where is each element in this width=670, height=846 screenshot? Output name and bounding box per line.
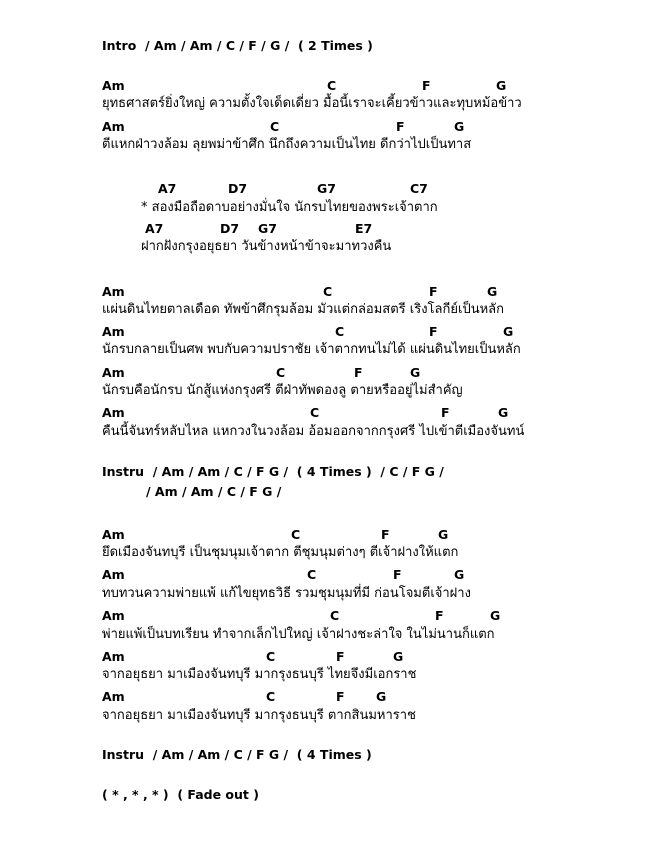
chord: G (487, 284, 498, 299)
chord: Am (102, 284, 125, 299)
chord: Am (102, 324, 125, 339)
chord: F (441, 405, 450, 420)
chord: G (454, 567, 465, 582)
chord: D7 (228, 181, 248, 196)
chord: C7 (410, 181, 428, 196)
lyric-line: ยุทธศาสตร์ยิ่งใหญ่ ความตั้งใจเด็ดเดี่ยว มื้อนี้เราจะเคี้ยวข้าวและทุบหม้อข้าว (102, 96, 522, 111)
chord: G7 (258, 221, 277, 236)
lyric-line: ทบทวนความพ่ายแพ้ แก้ไขยุทธวิธี รวมชุมนุมที่มี ก่อนโจมตีเจ้าฝาง (102, 586, 471, 601)
lyric-line: ฝากฝังกรุงอยุธยา วันข้างหน้าข้าจะมาทวงคืน (141, 239, 392, 254)
lyric-line: จากอยุธยา มาเมืองจันทบุรี มากรุงธนบุรี ไทยจึงมีเอกราช (102, 667, 417, 682)
chord: F (429, 324, 438, 339)
lyric-line: คืนนี้จันทร์หลับไหล แหกวงในวงล้อม อ้อมออกจากกรุงศรี ไปเข้าตีเมืองจันทน์ (102, 424, 525, 439)
lyric-line: ยึดเมืองจันทบุรี เป็นชุมนุมเจ้าตาก ตีชุมนุมต่างๆ ตีเจ้าฝางให้แตก (102, 545, 459, 560)
chord: C (330, 608, 340, 623)
chord: Am (102, 649, 125, 664)
chord: D7 (220, 221, 240, 236)
chord: F (422, 78, 431, 93)
chord: G (503, 324, 514, 339)
chord: G (496, 78, 507, 93)
lyric-line: จากอยุธยา มาเมืองจันทบุรี มากรุงธนบุรี ตากสินมหาราช (102, 708, 416, 723)
lyric-line: แผ่นดินไทยตาลเดือด ทัพข้าศึกรุมล้อม มัวแต่กล่อมสตรี เริงโลกีย์เป็นหลัก (102, 302, 504, 317)
chord: G (498, 405, 509, 420)
chord: Am (102, 527, 125, 542)
chord: F (336, 689, 345, 704)
chord: G (410, 365, 421, 380)
lyric-line: * สองมือถือดาบอย่างมั่นใจ นักรบไทยของพระเจ้าตาก (141, 200, 438, 215)
chord: C (276, 365, 286, 380)
chord: F (435, 608, 444, 623)
chord: Am (102, 608, 125, 623)
chord: C (307, 567, 317, 582)
chord: F (429, 284, 438, 299)
chord: G (393, 649, 404, 664)
instrumental-line: Instru / Am / Am / C / F G / ( 4 Times ) (102, 747, 372, 762)
chord: F (396, 119, 405, 134)
chord: G (454, 119, 465, 134)
chord: Am (102, 365, 125, 380)
chord: C (266, 689, 276, 704)
lyric-line: ตีแหกฝ่าวงล้อม ลุยพม่าข้าศึก นึกถึงความเป็นไทย ดีกว่าไปเป็นทาส (102, 137, 472, 152)
chord: F (393, 567, 402, 582)
outro-line: ( * , * , * ) ( Fade out ) (102, 787, 259, 802)
chord: Am (102, 405, 125, 420)
chord: C (291, 527, 301, 542)
chord: C (327, 78, 337, 93)
chord: Am (102, 119, 125, 134)
chord: A7 (145, 221, 164, 236)
lyric-line: นักรบกลายเป็นศพ พบกับความปราชัย เจ้าตากทนไม่ได้ แผ่นดินไทยเป็นหลัก (102, 342, 521, 357)
chord: A7 (158, 181, 177, 196)
chord: C (335, 324, 345, 339)
chord: C (310, 405, 320, 420)
chord: Am (102, 78, 125, 93)
instrumental-line-continued: / Am / Am / C / F G / (146, 484, 282, 499)
chord: E7 (355, 221, 373, 236)
lyric-line: พ่ายแพ้เป็นบทเรียน ทำจากเล็กไปใหญ่ เจ้าฝางชะล่าใจ ในไม่นานก็แตก (102, 627, 495, 642)
chord: C (270, 119, 280, 134)
chord: C (266, 649, 276, 664)
lyric-line: นักรบคือนักรบ นักสู้แห่งกรุงศรี ตีฝ่าทัพดองลู ตายหรืออยู่ไม่สำคัญ (102, 383, 463, 398)
chord: G (490, 608, 501, 623)
chord: C (323, 284, 333, 299)
intro-line: Intro / Am / Am / C / F / G / ( 2 Times ) (102, 38, 373, 53)
chord: F (354, 365, 363, 380)
chord: Am (102, 689, 125, 704)
chord: G (438, 527, 449, 542)
chord: F (336, 649, 345, 664)
chord: F (381, 527, 390, 542)
chord: G7 (317, 181, 336, 196)
chord: G (376, 689, 387, 704)
chord: Am (102, 567, 125, 582)
instrumental-line: Instru / Am / Am / C / F G / ( 4 Times ) / C / F G / (102, 464, 444, 479)
